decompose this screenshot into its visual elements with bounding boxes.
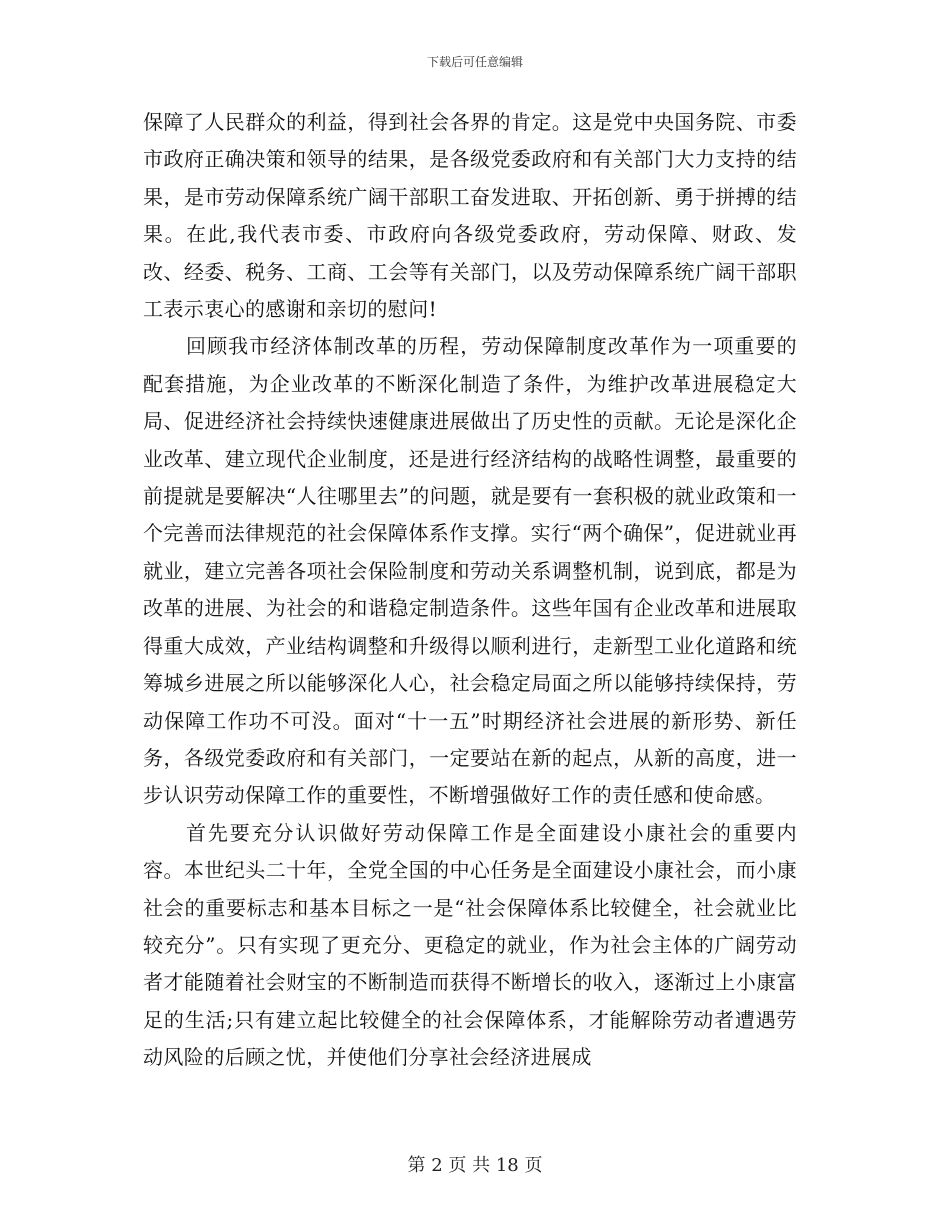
paragraph-3: 首先要充分认识做好劳动保障工作是全面建设小康社会的重要内容。本世纪头二十年，全党全国的中心任务是全面建设小康社会，而小康社会的重要标志和基本目标之一是“社会保障体系比较健全，社会就业比较充分”。只有实现了更充分、更稳定的就业，作为社会主体的广阔劳动者才能随着社会财宝的不断制造而获得不断增长的收入，逐渐过上小康富足的生活;只有建立起比较健全的社会保障体系，才能解除劳动者遭遇劳动风险的后顾之忧，并使他们分享社会经济进展成 [143, 820, 797, 1070]
document-body [143, 104, 797, 1077]
page-header-note: 下载后可任意编辑 [426, 55, 523, 69]
paragraph-1: 保障了人民群众的利益，得到社会各界的肯定。这是党中央国务院、市委市政府正确决策和领导的结果，是各级党委政府和有关部门大力支持的结果，是市劳动保障系统广阔干部职工奋发进取、开拓创新、勇于拼搏的结果。在此,我代表市委、市政府向各级党委政府，劳动保障、财政、发改、经委、税务、工商、工会等有关部门，以及劳动保障系统广阔干部职工表示衷心的感谢和亲切的慰问! [143, 110, 797, 322]
page-number-footer: 第 2 页 共 18 页 [407, 1155, 543, 1176]
paragraph-2: 回顾我市经济体制改革的历程，劳动保障制度改革作为一项重要的配套措施，为企业改革的不断深化制造了条件，为维护改革进展稳定大局、促进经济社会持续快速健康进展做出了历史性的贡献。无论是深化企业改革、建立现代企业制度，还是进行经济结构的战略性调整，最重要的前提就是要解决“人往哪里去”的问题，就是要有一套积极的就业政策和一个完善而法律规范的社会保障体系作支撑。实行“两个确保”，促进就业再就业，建立完善各项社会保险制度和劳动关系调整机制，说到底，都是为改革的进展、为社会的和谐稳定制造条件。这些年国有企业改革和进展取得重大成效，产业结构调整和升级得以顺利进行，走新型工业化道路和统筹城乡进展之所以能够深化人心，社会稳定局面之所以能够持续保持，劳动保障工作功不可没。面对“十一五”时期经济社会进展的新形势、新任务，各级党委政府和有关部门，一定要站在新的起点，从新的高度，进一步认识劳动保障工作的重要性，不断增强做好工作的责任感和使命感。 [143, 334, 797, 808]
